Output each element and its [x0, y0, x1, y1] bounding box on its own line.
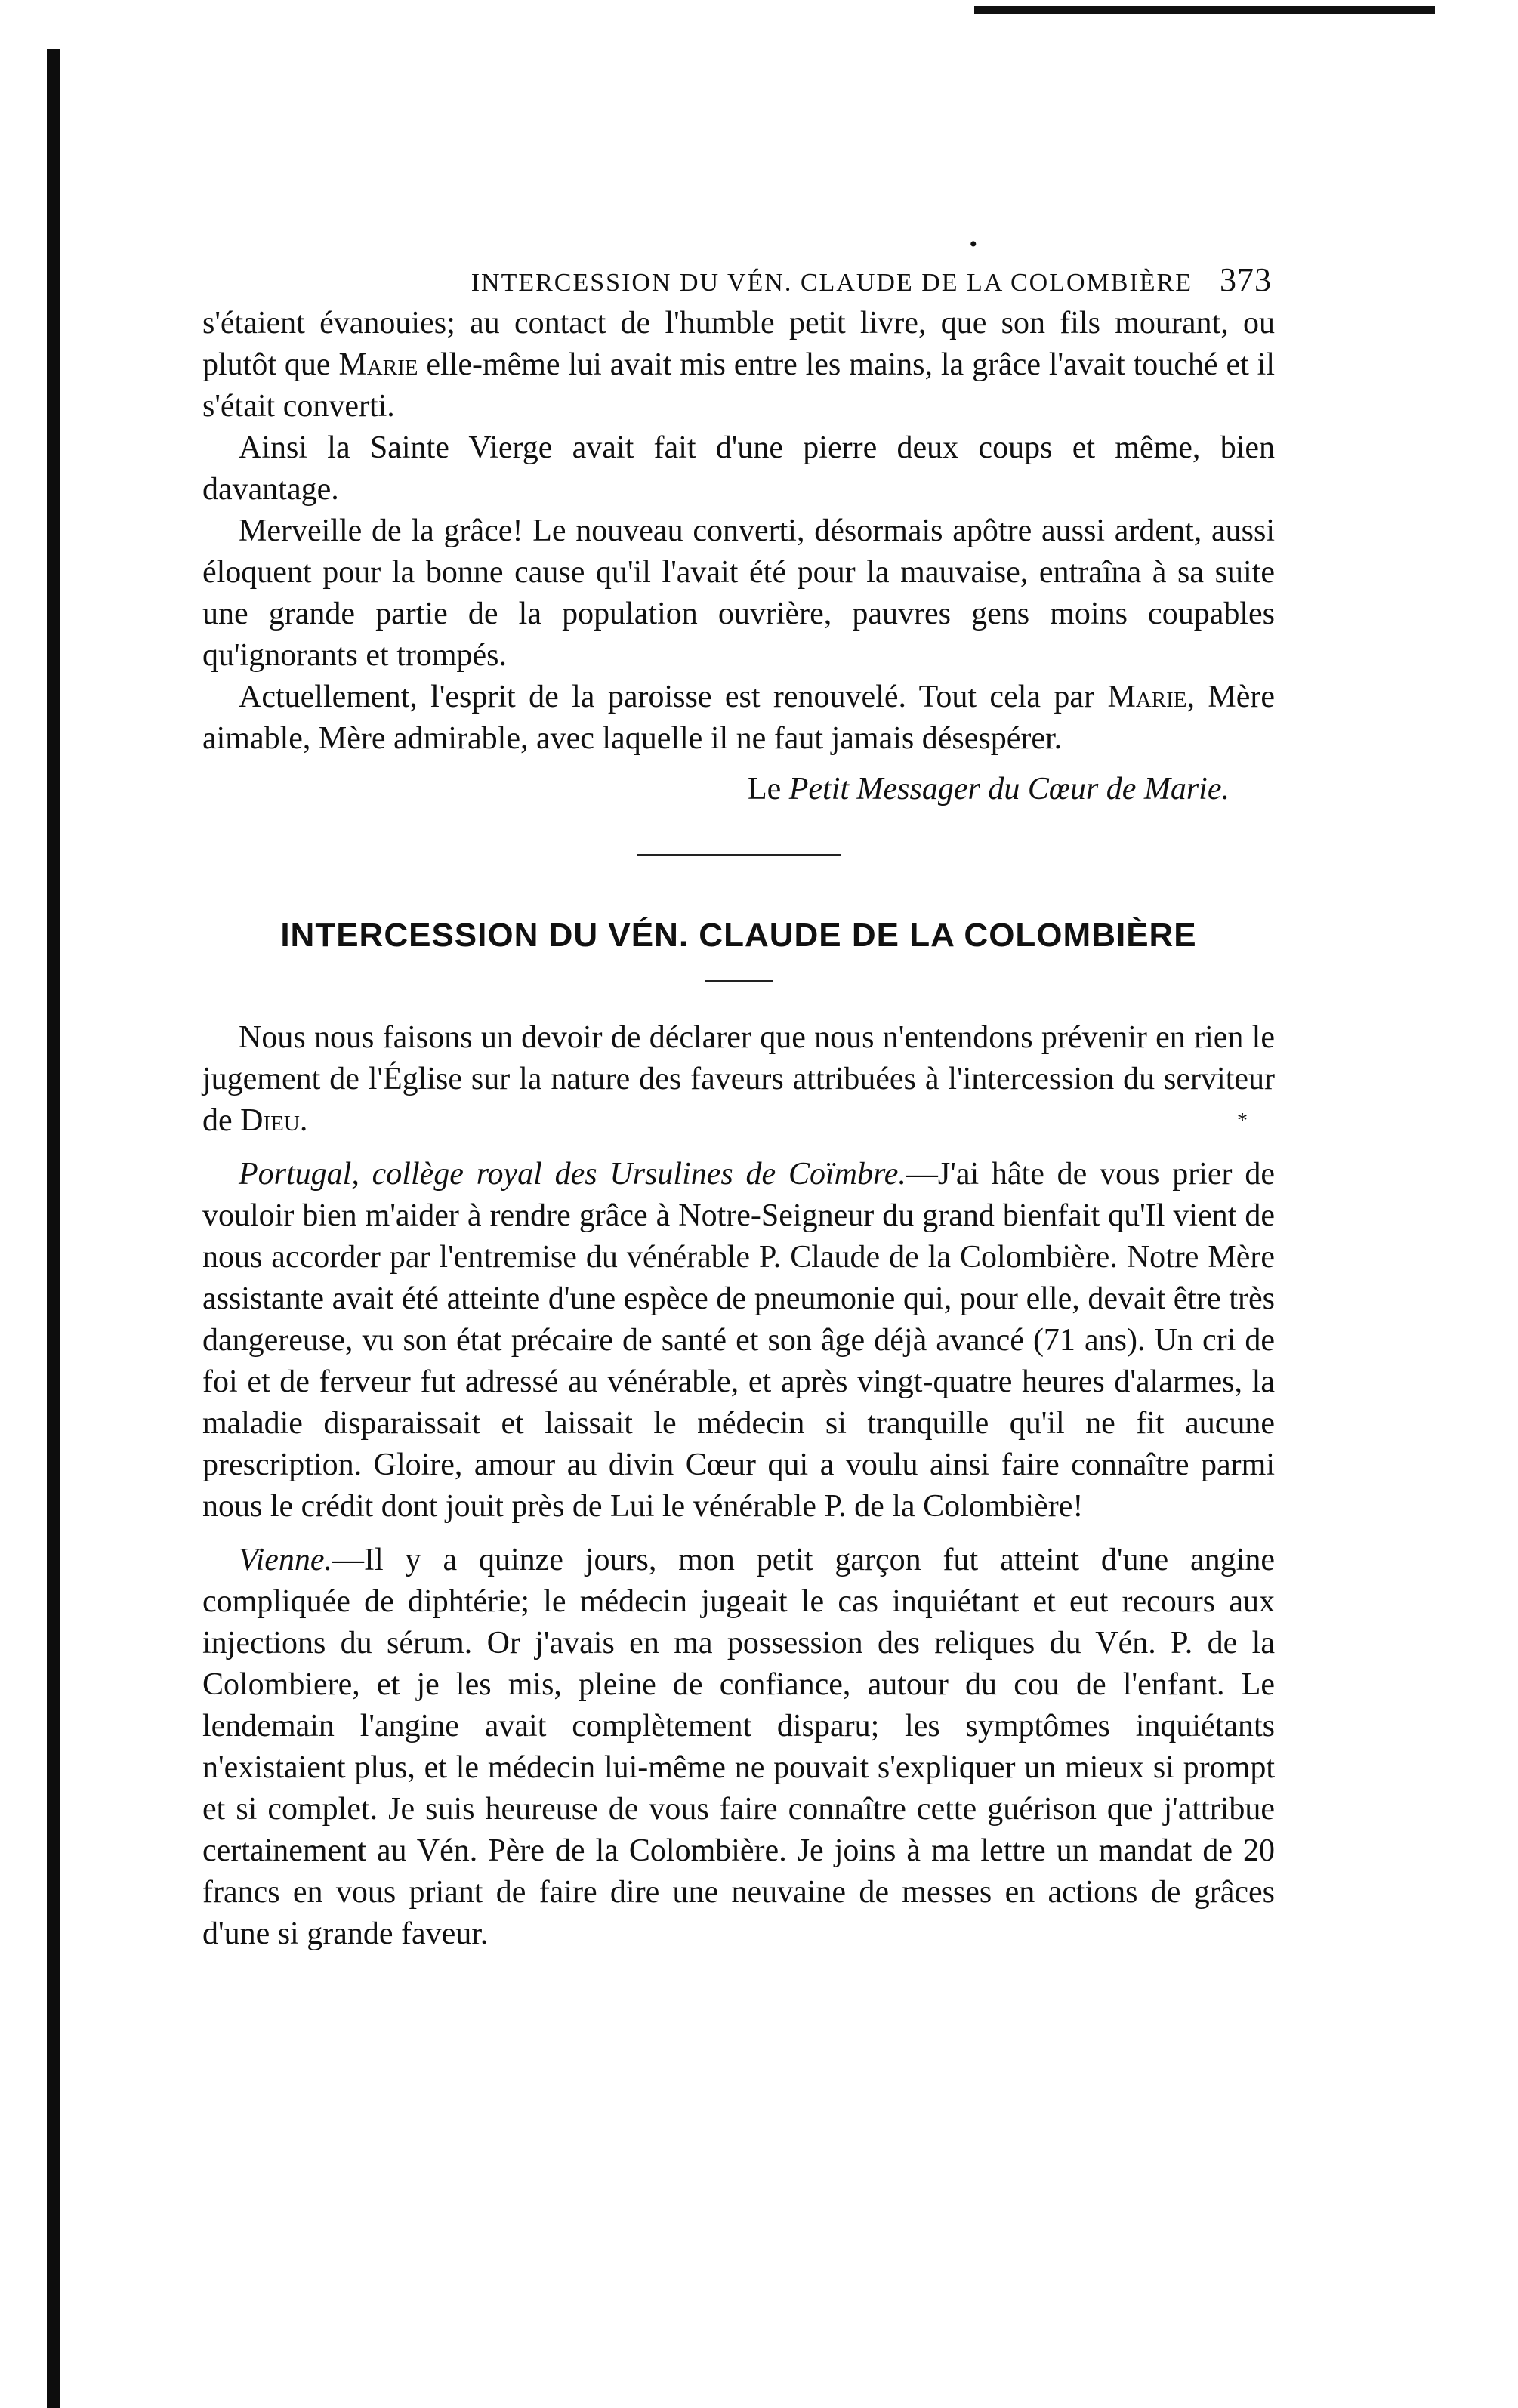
paragraph-actuellement	[202, 677, 1275, 760]
header-dot-mark: •	[969, 232, 979, 257]
paragraph-text: .	[299, 1103, 308, 1138]
paragraph-text: , Mère aimable, Mère admirable, avec laquelle il ne faut jamais désespérer.	[202, 680, 1275, 756]
name-marie: Marie	[338, 347, 418, 382]
testimony-place: Vienne.	[239, 1543, 332, 1577]
previous-article-end	[202, 303, 1275, 760]
paragraph-text: Nous nous faisons un devoir de déclarer que nous n'entendons prévenir en rien le jugement de l'Église sur la nature des faveurs attribuées à l'intercession du serviteur de	[202, 1020, 1275, 1138]
top-border-rule	[974, 6, 1435, 14]
paragraph-merveille: Merveille de la grâce! Le nouveau converti, désormais apôtre aussi ardent, aussi éloquent pour la bonne cause qu'il l'avait été pour la mauvaise, entraîna à sa suite une grande partie de la population ouvrière, pauvres gens moins coupables qu'ignorants et trompés.	[202, 513, 1275, 673]
paragraph-text: elle-même lui avait mis entre les mains, la grâce l'avait touché et il s'était converti.	[202, 347, 1275, 424]
signature-title: Petit Messager du Cœur de Marie.	[788, 772, 1230, 806]
name-dieu: Dieu	[240, 1103, 300, 1138]
testimony-portugal	[202, 1154, 1275, 1528]
testimony-vienne	[202, 1540, 1275, 1955]
paragraph-sainte-vierge: Ainsi la Sainte Vierge avait fait d'une pierre deux coups et même, bien davantage.	[202, 430, 1275, 507]
running-header	[202, 232, 1275, 303]
article-title: INTERCESSION DU VÉN. CLAUDE DE LA COLOMBIÈRE	[280, 917, 1197, 954]
disclaimer-paragraph	[202, 1017, 1275, 1142]
paragraph-text: s'étaient évanouies; au contact de l'humble petit livre, que son fils mourant, ou plutôt que	[202, 306, 1275, 382]
testimony-place: Portugal, collège royal des Ursulines de Coïmbre.	[239, 1157, 906, 1192]
left-binding-edge	[47, 49, 60, 2408]
signature-prefix: Le	[747, 772, 789, 806]
source-signature	[202, 769, 1275, 810]
title-divider	[705, 980, 773, 982]
running-title: INTERCESSION DU VÉN. CLAUDE DE LA COLOMBIÈRE	[471, 269, 1192, 297]
testimony-text: —J'ai hâte de vous prier de vouloir bien m'aider à rendre grâce à Notre-Seigneur du grand bienfait qu'Il vient de nous accorder par l'entremise du vénérable P. Claude de la Colombière. Notre Mère assistante avait été atteinte d'une espèce de pneumonie qui, pour elle, devait être très dangereuse, vu son état précaire de santé et son âge déjà avancé (71 ans). Un cri de foi et de ferveur fut adressé au vénérable, et après vingt-quatre heures d'alarmes, la maladie disparaissait et laissait le médecin si tranquille qu'il ne fit aucune prescription. Gloire, amour au divin Cœur qui a voulu ainsi faire connaître parmi nous le crédit dont jouit près de Lui le vénérable P. de la Colombière!	[202, 1157, 1275, 1524]
name-marie: Marie	[1107, 680, 1187, 714]
paragraph-conversion	[202, 303, 1275, 427]
asterisk-mark: *	[1237, 1109, 1248, 1133]
article-body	[202, 1017, 1275, 1955]
section-divider	[637, 854, 841, 856]
book-page	[202, 232, 1275, 1955]
paragraph-text: Actuellement, l'esprit de la paroisse est renouvelé. Tout cela par	[239, 680, 1108, 714]
testimony-text: —Il y a quinze jours, mon petit garçon fut atteint d'une angine compliquée de diphtérie; le médecin jugeait le cas inquiétant et eut recours aux injections du sérum. Or j'avais en ma possession des reliques du Vén. P. de la Colombiere, et je les mis, pleine de confiance, autour du cou de l'enfant. Le lendemain l'angine avait complètement disparu; les symptômes inquiétants n'existaient plus, et le médecin lui-même ne pouvait s'expliquer un mieux si prompt et si complet. Je suis heureuse de vous faire connaître cette guérison que j'attribue certainement au Vén. Père de la Colombière. Je joins à ma lettre un mandat de 20 francs en vous priant de faire dire une neuvaine de messes en actions de grâces d'une si grande faveur.	[202, 1543, 1275, 1951]
page-number: 373	[1220, 261, 1272, 298]
